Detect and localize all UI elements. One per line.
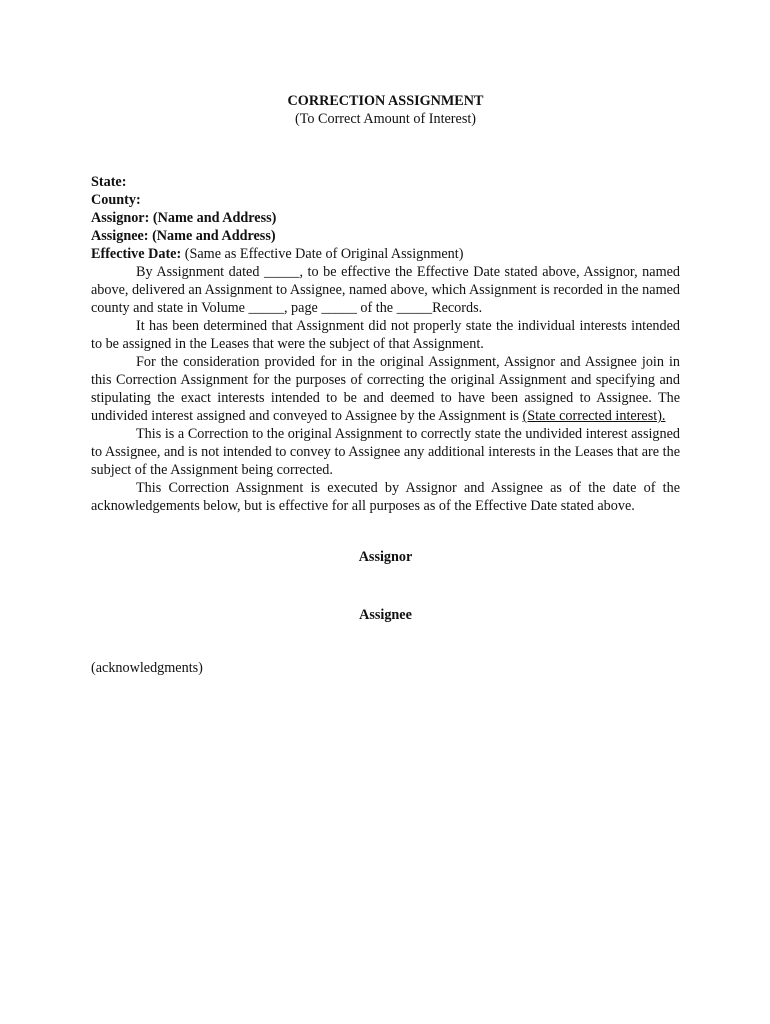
paragraph-determination: It has been determined that Assignment did not properly state the individual interests intended to be assigned in the Leases that were the subject of that Assignment.	[91, 318, 680, 352]
document-title: CORRECTION ASSIGNMENT	[287, 93, 484, 109]
assignee-signature-label: Assignee	[359, 607, 412, 623]
county-field: County:	[91, 192, 141, 208]
paragraph-consideration-text: For the consideration provided for in the original Assignment, Assignor and Assignee join in this Correction Assignment for the purposes of correcting the original Assignment and specifying and stipulating the exact interests intended to be and deemed to have been assigned to Assignee. The undivided interest assigned and conveyed to Assignee by the Assignment is	[91, 354, 680, 424]
paragraph-consideration	[91, 353, 680, 425]
paragraph-correction-statement: This is a Correction to the original Assignment to correctly state the undivided interest assigned to Assignee, and is not intended to convey to Assignee any additional interests in the Leases that are the subject of the Assignment being corrected.	[91, 426, 680, 478]
header-fields	[91, 173, 680, 263]
effective-date-value: (Same as Effective Date of Original Assignment)	[181, 246, 464, 262]
acknowledgments-label: (acknowledgments)	[91, 660, 203, 676]
paragraph-assignment-recital: By Assignment dated _____, to be effective the Effective Date stated above, Assignor, named above, delivered an Assignment to Assignee, named above, which Assignment is recorded in the named county and state in Volume _____, page _____ of the _____Records.	[91, 264, 680, 316]
assignor-signature-label: Assignor	[358, 549, 413, 565]
effective-date-label: Effective Date:	[91, 246, 182, 262]
corrected-interest-placeholder: (State corrected interest).	[522, 408, 666, 424]
paragraph-execution: This Correction Assignment is executed by Assignor and Assignee as of the date of the acknowledgements below, but is effective for all purposes as of the Effective Date stated above.	[91, 480, 680, 514]
assignee-field: Assignee: (Name and Address)	[91, 228, 276, 244]
document-page	[91, 92, 680, 677]
assignor-field: Assignor: (Name and Address)	[91, 210, 277, 226]
state-field: State:	[91, 174, 127, 190]
title-block	[91, 92, 680, 128]
effective-date-field	[91, 245, 680, 263]
document-subtitle: (To Correct Amount of Interest)	[294, 111, 477, 127]
